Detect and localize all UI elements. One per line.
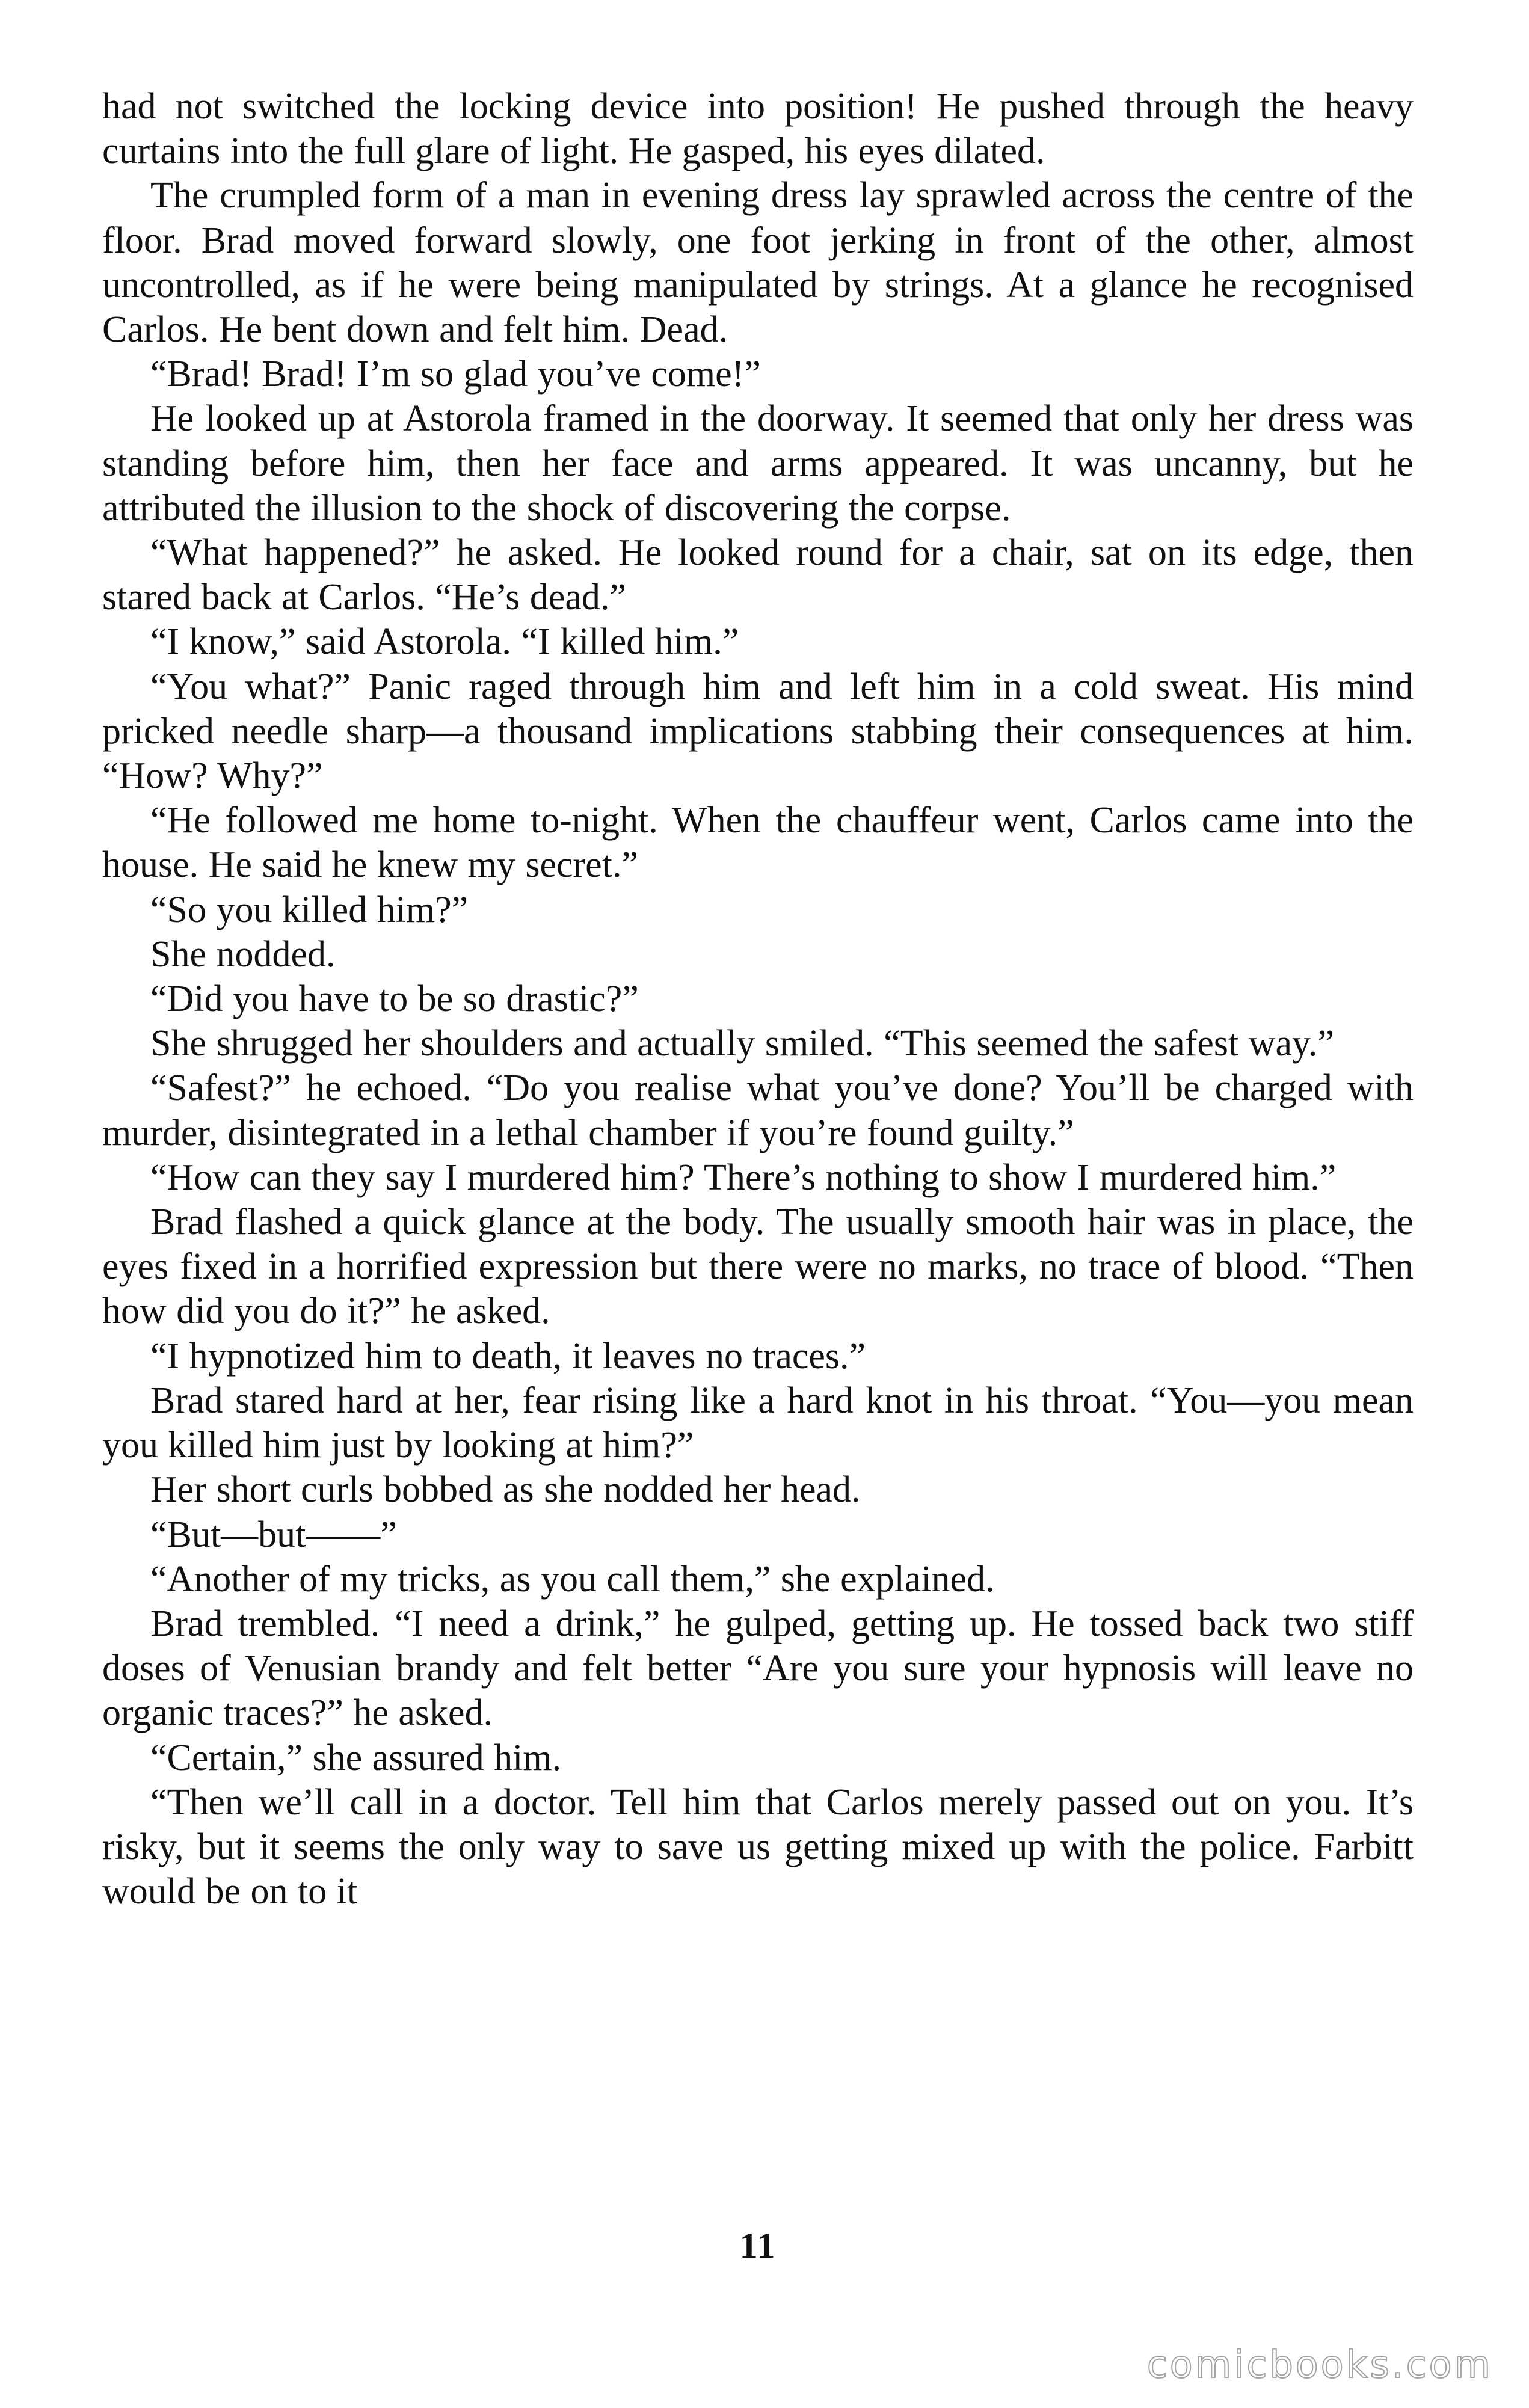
- page-number: 11: [739, 2226, 777, 2265]
- paragraph-5: “What happened?” he asked. He looked round for a chair, sat on its edge, then stared back at Carlos. “He’s dead.”: [102, 532, 1414, 618]
- paragraph-18: Her short curls bobbed as she nodded her head.: [150, 1469, 861, 1511]
- paragraph-3: “Brad! Brad! I’m so glad you’ve come!”: [150, 354, 761, 395]
- paragraph-1: had not switched the locking device into position! He pushed through the heavy curtains into the full glare of light. He gasped, his eyes dilated.: [102, 86, 1414, 172]
- paragraph-7: “You what?” Panic raged through him and left him in a cold sweat. His mind pricked needle sharp—a thousand implications stabbing their consequences at him. “How? Why?”: [102, 666, 1414, 797]
- paragraph-15: Brad flashed a quick glance at the body. The usually smooth hair was in place, the eyes fixed in a horrified expression but there were no marks, no trace of blood. “Then how did you do it?” he asked.: [102, 1202, 1414, 1332]
- paragraph-20: “Another of my tricks, as you call them,” she explained.: [150, 1558, 995, 1600]
- paragraph-22: “Certain,” she assured him.: [150, 1737, 562, 1778]
- paragraph-8: “He followed me home to-night. When the chauffeur went, Carlos came into the house. He said he knew my secret.”: [102, 800, 1414, 886]
- paragraph-6: “I know,” said Astorola. “I killed him.”: [150, 621, 739, 663]
- paragraph-21: Brad trembled. “I need a drink,” he gulped, getting up. He tossed back two stiff doses of Venusian brandy and felt better “Are you sure your hypnosis will leave no organic traces?” he asked.: [102, 1603, 1414, 1734]
- paragraph-13: “Safest?” he echoed. “Do you realise what you’ve done? You’ll be charged with murder, disintegrated in a lethal chamber if you’re found guilty.”: [102, 1067, 1414, 1153]
- story-text: [102, 84, 1414, 1914]
- paragraph-23: “Then we’ll call in a doctor. Tell him that Carlos merely passed out on you. It’s risky, but it seems the only way to save us getting mixed up with the police. Farbitt would be on to it: [102, 1781, 1414, 1912]
- paragraph-14: “How can they say I murdered him? There’s nothing to show I murdered him.”: [150, 1156, 1337, 1198]
- paragraph-9: “So you killed him?”: [150, 889, 469, 930]
- paragraph-10: She nodded.: [150, 933, 336, 975]
- paragraph-12: She shrugged her shoulders and actually smiled. “This seemed the safest way.”: [150, 1023, 1335, 1064]
- paragraph-4: He looked up at Astorola framed in the doorway. It seemed that only her dress was standing before him, then her face and arms appeared. It was uncanny, but he attributed the illusion to the shock of discovering the corpse.: [102, 398, 1414, 529]
- paragraph-16: “I hypnotized him to death, it leaves no traces.”: [150, 1335, 866, 1377]
- paragraph-17: Brad stared hard at her, fear rising like a hard knot in his throat. “You—you mean you killed him just by looking at him?”: [102, 1380, 1414, 1466]
- paragraph-2: The crumpled form of a man in evening dress lay sprawled across the centre of the floor. Brad moved forward slowly, one foot jerking in front of the other, almost uncontrolled, as if he were being manipulated by strings. At a glance he recognised Carlos. He bent down and felt him. Dead.: [102, 175, 1414, 351]
- paragraph-11: “Did you have to be so drastic?”: [150, 978, 639, 1020]
- site-watermark: comicbooks.com: [1146, 2342, 1493, 2386]
- book-page: [102, 84, 1414, 2321]
- paragraph-19: “But—but——”: [150, 1514, 397, 1555]
